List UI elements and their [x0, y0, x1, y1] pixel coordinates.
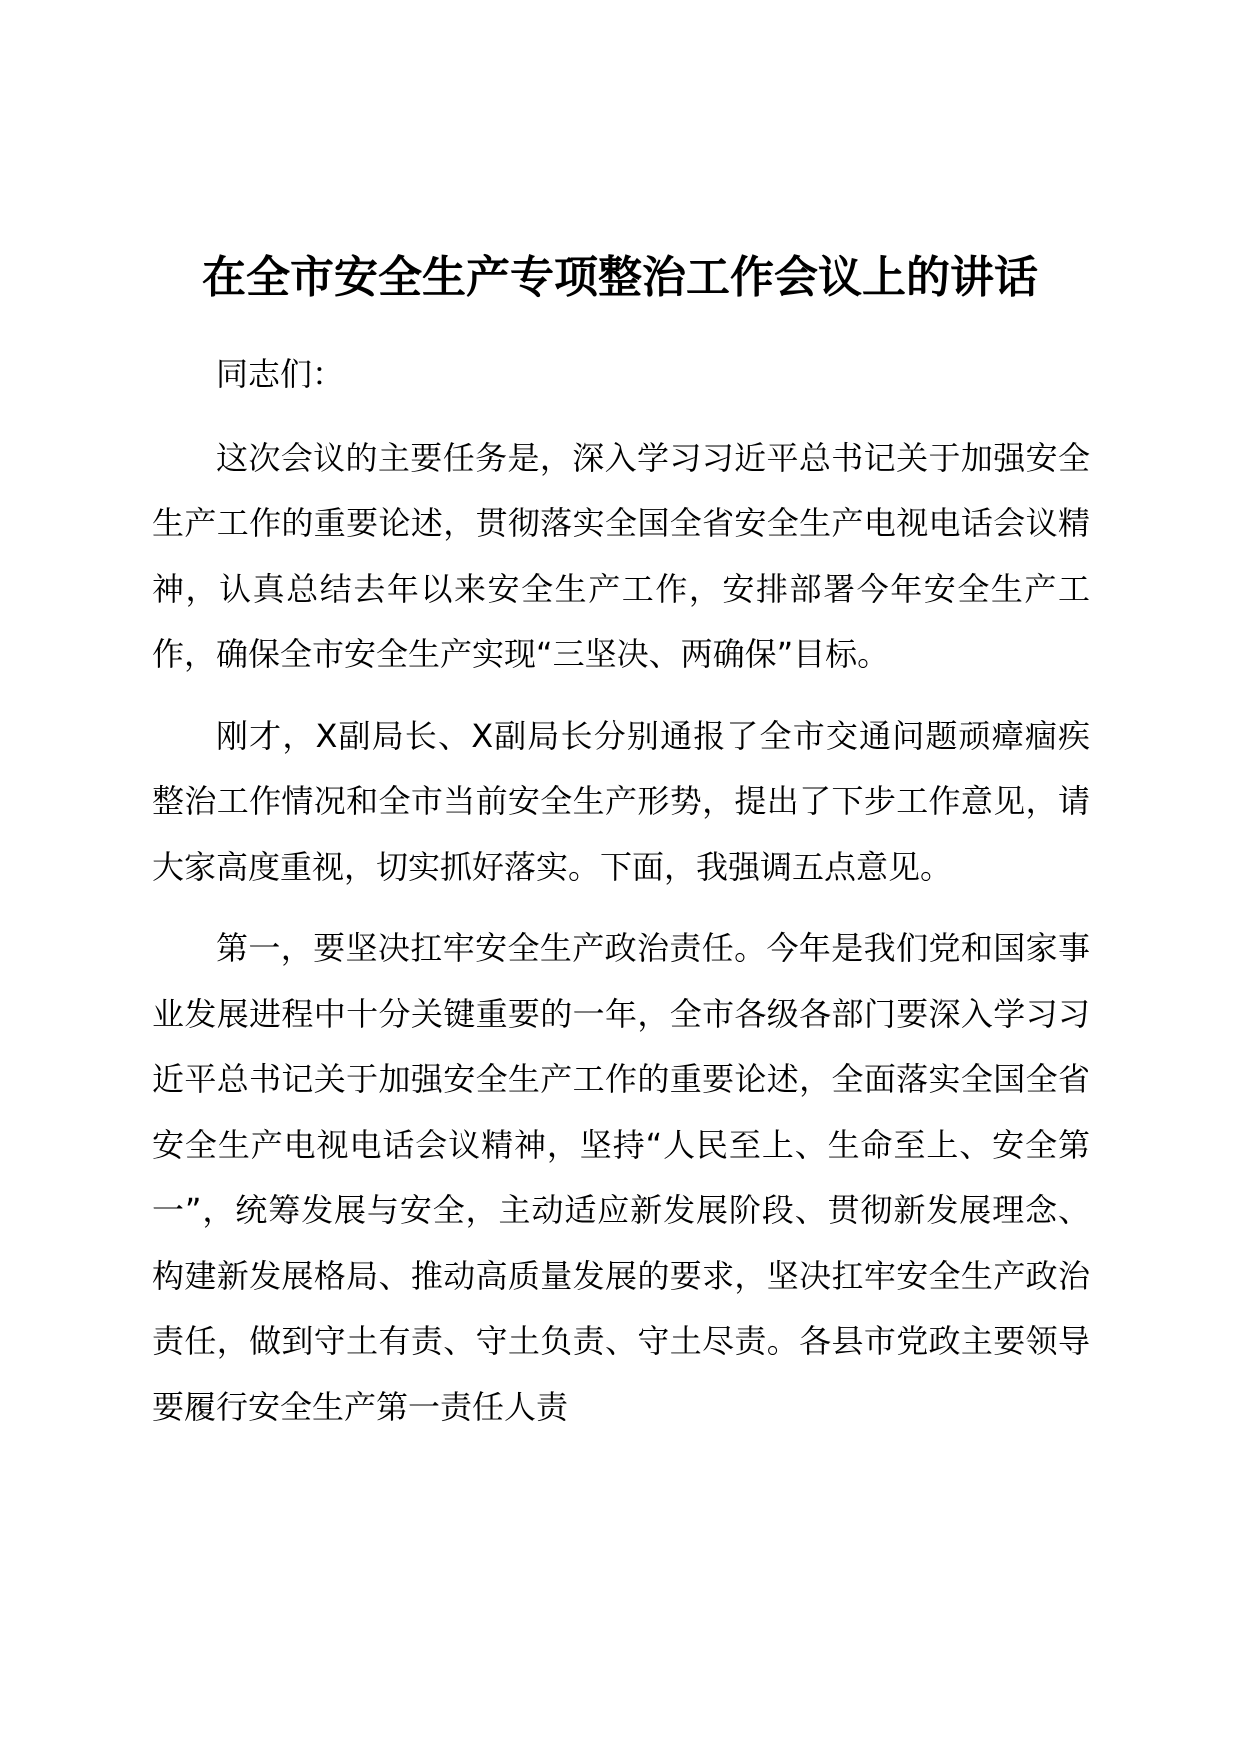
document-body: [152, 342, 1090, 1456]
paragraph-task: 这次会议的主要任务是，深入学习习近平总书记关于加强安全生产工作的重要论述，贯彻落实全国全省安全生产电视电话会议精神，认真总结去年以来安全生产工作，安排部署今年安全生产工作，确保全市安全生产实现“三坚决、两确保”目标。: [152, 438, 1090, 673]
paragraph-reports: 刚才，X副局长、X副局长分别通报了全市交通问题顽瘴痼疾整治工作情况和全市当前安全生产形势，提出了下步工作意见，请大家高度重视，切实抓好落实。下面，我强调五点意见。: [152, 716, 1090, 886]
greeting: 同志们：: [216, 355, 345, 393]
document-title: 在全市安全生产专项整治工作会议上的讲话: [202, 252, 1038, 303]
paragraph-point-one: 第一，要坚决扛牢安全生产政治责任。今年是我们党和国家事业发展进程中十分关键重要的一年，全市各级各部门要深入学习习近平总书记关于加强安全生产工作的重要论述，全面落实全国全省安全生产电视电话会议精神，坚持“人民至上、生命至上、安全第一”，统筹发展与安全，主动适应新发展阶段、贯彻新发展理念、构建新发展格局、推动高质量发展的要求，坚决扛牢安全生产政治责任，做到守土有责、守土负责、守土尽责。各县市党政主要领导要履行安全生产第一责任人责: [152, 929, 1090, 1426]
